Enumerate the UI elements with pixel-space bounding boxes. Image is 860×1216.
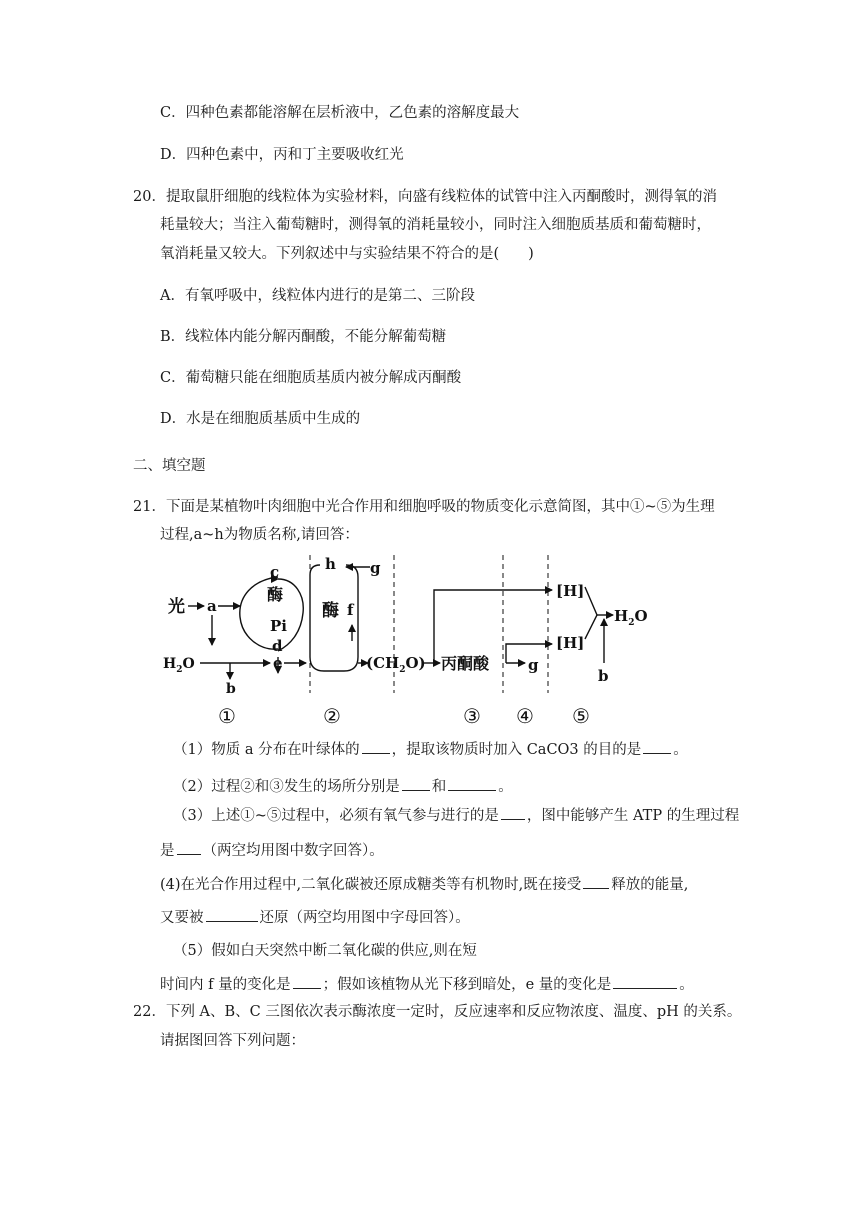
step-3: ③: [463, 704, 481, 728]
label-c: c: [270, 563, 280, 581]
answer-blank[interactable]: [613, 974, 677, 989]
q20-option-b: B．线粒体内能分解丙酮酸，不能分解葡萄糖: [160, 329, 447, 345]
answer-blank[interactable]: [448, 776, 496, 791]
q21-stem-line1: 21．下面是某植物叶肉细胞中光合作用和细胞呼吸的物质变化示意简图，其中①~⑤为生理: [133, 499, 715, 515]
q21-part4-line1: (4)在光合作用过程中,二氧化碳被还原成糖类等有机物时,既在接受 释放的能量,: [160, 874, 688, 895]
answer-blank[interactable]: [501, 805, 525, 820]
answer-blank[interactable]: [583, 874, 609, 889]
q22-stem-line2: 请据图回答下列问题：: [160, 1033, 305, 1049]
q21-part2: （2）过程②和③发生的场所分别是 和 。: [173, 776, 513, 797]
q19-option-c: C．四种色素都能溶解在层析液中，乙色素的溶解度最大: [160, 105, 520, 121]
q20-stem-line2: 耗量较大；当注入葡萄糖时，测得氧的消耗量较小，同时注入细胞质基质和葡萄糖时，: [160, 217, 711, 233]
label-enzyme-1: 酶: [267, 585, 284, 604]
step-4: ④: [516, 704, 534, 728]
q19-option-d: D．四种色素中，丙和丁主要吸收红光: [160, 147, 404, 163]
label-nadh-bottom: [H]: [556, 634, 585, 652]
label-pi: Pi: [270, 617, 287, 635]
label-b-right: b: [598, 667, 609, 685]
label-g-bottom: g: [528, 656, 539, 674]
answer-blank[interactable]: [293, 974, 321, 989]
q20-stem-line1: 20．提取鼠肝细胞的线粒体为实验材料，向盛有线粒体的试管中注入丙酮酸时，测得氧的消: [133, 189, 717, 205]
label-h2o-right: $H_2O$: [614, 607, 648, 628]
label-light: 光: [168, 597, 185, 617]
label-h: h: [325, 555, 336, 573]
q21-stem-line2: 过程,a~h为物质名称,请回答：: [160, 527, 359, 543]
q21-part3-line1: （3）上述①~⑤过程中，必须有氧气参与进行的是 ，图中能够产生 ATP 的生理过程: [173, 805, 739, 826]
label-e: e: [273, 654, 283, 672]
q21-part5-line2: 时间内 f 量的变化是 ；假如该植物从光下移到暗处，e 量的变化是 。: [160, 974, 694, 995]
label-enzyme-2: 酶: [322, 601, 339, 621]
answer-blank[interactable]: [362, 739, 390, 754]
q20-stem-line3: 氧消耗量又较大。下列叙述中与实验结果不符合的是( ): [160, 246, 534, 262]
answer-blank[interactable]: [177, 840, 201, 855]
label-a: a: [207, 597, 217, 615]
q21-part3-line2: 是 （两空均用图中数字回答）。: [160, 840, 384, 861]
q21-part1: （1）物质 a 分布在叶绿体的 ，提取该物质时加入 CaCO3 的目的是 。: [173, 739, 688, 760]
q21-part5-line1: （5）假如白天突然中断二氧化碳的供应,则在短: [173, 943, 477, 959]
answer-blank[interactable]: [206, 907, 258, 922]
label-g-top: g: [370, 559, 381, 577]
label-nadh-top: [H]: [556, 582, 585, 600]
q22-stem-line1: 22．下列 A、B、C 三图依次表示酶浓度一定时，反应速率和反应物浓度、温度、pH 的关系。: [133, 1004, 742, 1020]
label-h2o-left: $H_2O$: [163, 656, 195, 675]
answer-blank[interactable]: [402, 776, 430, 791]
step-1: ①: [218, 704, 236, 728]
answer-blank[interactable]: [643, 739, 671, 754]
step-2: ②: [323, 704, 341, 728]
label-f: f: [347, 601, 354, 619]
label-d: d: [272, 637, 283, 655]
q20-option-d: D．水是在细胞质基质中生成的: [160, 411, 361, 427]
q20-option-a: A．有氧呼吸中，线粒体内进行的是第二、三阶段: [160, 288, 475, 304]
label-b-left: b: [226, 681, 236, 697]
photosynthesis-respiration-diagram: [160, 555, 660, 735]
section-heading: 二、填空题: [133, 458, 206, 474]
q21-part4-line2: 又要被 还原（两空均用图中字母回答）。: [160, 907, 470, 928]
label-pyruvate: 丙酮酸: [441, 654, 490, 673]
q20-option-c: C．葡萄糖只能在细胞质基质内被分解成丙酮酸: [160, 370, 462, 386]
step-5: ⑤: [572, 704, 590, 728]
label-ch2o: $(CH_2O)$: [366, 654, 426, 675]
